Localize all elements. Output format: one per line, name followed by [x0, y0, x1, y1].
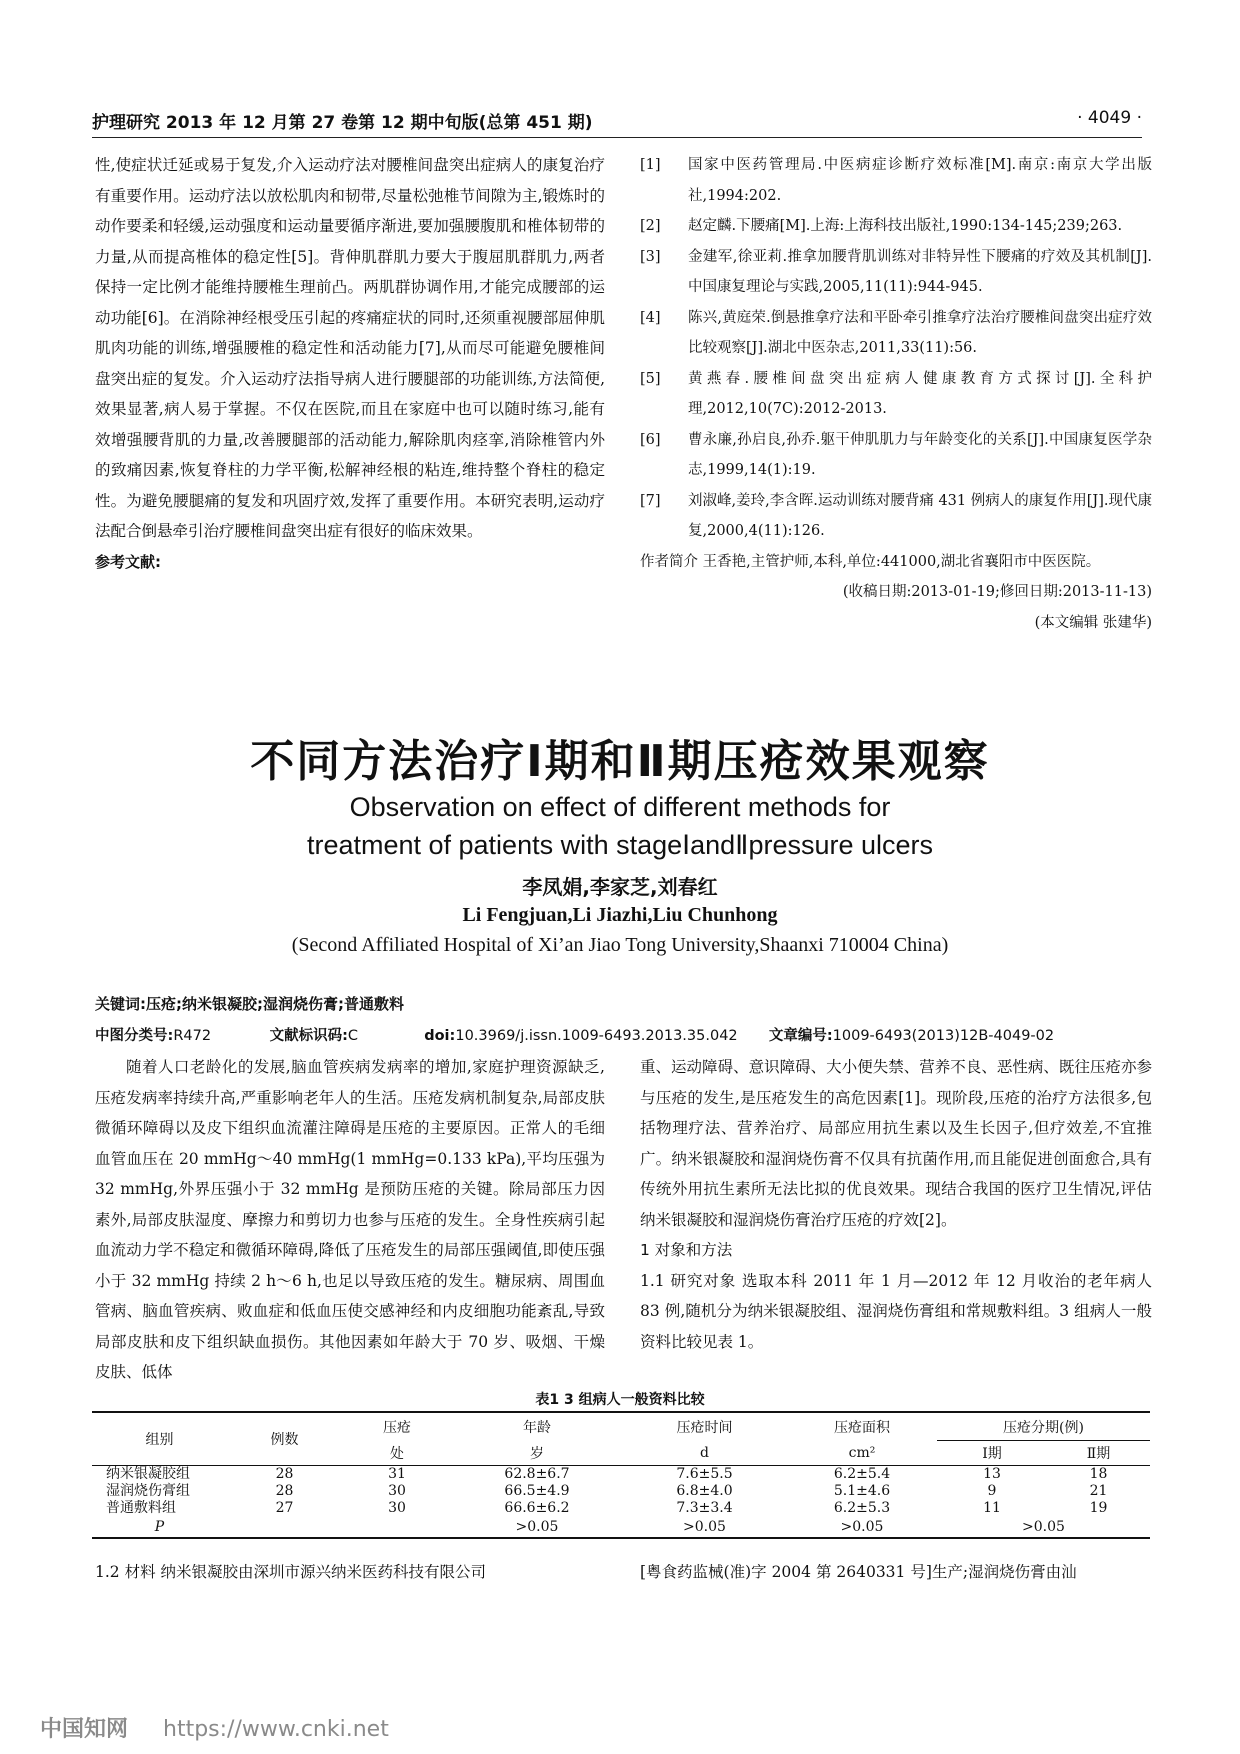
article-no-label: 文章编号:	[768, 1028, 833, 1044]
doc-code-value: C	[347, 1028, 359, 1044]
section-1-heading: 1 对象和方法	[640, 1241, 733, 1259]
section-1-2-continued: [粤食药监械(准)字 2004 第 2640331 号]生产;湿润烧伤膏由汕	[640, 1563, 1077, 1581]
article-title-en-line1: Observation on effect of different methods for	[349, 792, 891, 822]
clc-label: 中图分类号:	[95, 1028, 174, 1044]
col-header-age: 年龄	[452, 1412, 622, 1441]
article-left-column	[95, 1052, 605, 1388]
doi-label: doi:	[424, 1028, 456, 1044]
header-rule	[92, 137, 1142, 138]
table-row: 普通敷料组 27 30 66.6±6.2 7.3±3.4 6.2±5.3 11 19	[106, 1500, 1108, 1516]
section-1-1-text: 1.1 研究对象 选取本科 2011 年 1 月—2012 年 12 月收治的老年病人 83 例,随机分为纳米银凝胶组、湿润烧伤膏组和常规敷料组。3 组病人一般资料比较见表 1。	[640, 1271, 1152, 1351]
previous-article-left-column	[95, 150, 605, 577]
previous-article-body: 性,使症状迁延或易于复发,介入运动疗法对腰椎间盘突出症病人的康复治疗有重要作用。运动疗法以放松肌肉和韧带,尽量松弛椎节间隙为主,锻炼时的动作要柔和轻缓,运动强度和运动量要循序渐进,要加强腰腹肌和椎体韧带的力量,从而提高椎体的稳定性[5]。背伸肌群肌力要大于腹屈肌群肌力,两者保持一定比例才能维持腰椎生理前凸。两肌群协调作用,才能完成腰部的运动功能[6]。在消除神经根受压引起的疼痛症状的同时,还须重视腰部屈伸肌肌肉功能的训练,增强腰椎的稳定性和活动能力[7],从而尽可能避免腰椎间盘突出症的复发。介入运动疗法指导病人进行腰腿部的功能训练,方法简便,效果显著,病人易于掌握。不仅在医院,而且在家庭中也可以随时练习,能有效增强腰背肌的力量,改善腰腿部的活动能力,解除肌肉痉挛,消除椎管内外的致痛因素,恢复脊柱的力学平衡,松解神经根的粘连,维持整个脊柱的稳定性。为避免腰腿痛的复发和巩固疗效,发挥了重要作用。本研究表明,运动疗法配合倒悬牵引治疗腰椎间盘突出症有很好的临床效果。	[95, 156, 605, 540]
affiliation: (Second Affiliated Hospital of Xi’an Jiao Tong University,Shaanxi 710004 China)	[291, 934, 949, 956]
unit-ulcers: 处	[342, 1441, 452, 1466]
intro-continued: 重、运动障碍、意识障碍、大小便失禁、营养不良、恶性病、既往压疮亦参与压疮的发生,是压疮发生的高危因素[1]。现阶段,压疮的治疗方法很多,包括物理疗法、营养治疗、局部应用抗生素以及生长因子,但疗效差,不宜推广。纳米银凝胶和湿润烧伤膏不仅具有抗菌作用,而且能促进创面愈合,具有传统外用抗生素所无法比拟的优良效果。现结合我国的医疗卫生情况,评估纳米银凝胶和湿润烧伤膏治疗压疮的疗效[2]。	[640, 1058, 1152, 1229]
col-header-group: 组别	[92, 1412, 227, 1466]
table-caption: 表1 3 组病人一般资料比较	[535, 1392, 705, 1408]
editor-credit: (本文编辑 张建华)	[1034, 614, 1152, 631]
unit-area: cm²	[787, 1441, 937, 1466]
page-number: · 4049 ·	[1077, 108, 1142, 128]
unit-duration: d	[622, 1441, 787, 1466]
classification-line	[95, 1024, 1155, 1045]
reference-item: [1] 国家中医药管理局.中医病症诊断疗效标准[M].南京:南京大学出版社,1994:202.	[640, 157, 1152, 204]
references-heading: 参考文献:	[95, 552, 161, 571]
demographics-table	[92, 1411, 1150, 1539]
watermark-brand: 中国知网	[40, 1717, 129, 1742]
author-note: 作者简介 王香艳,主管护师,本科,单位:441000,湖北省襄阳市中医医院。	[640, 553, 1101, 570]
article-no-value: 1009-6493(2013)12B-4049-02	[832, 1028, 1055, 1044]
reference-item: [5] 黄燕春.腰椎间盘突出症病人健康教育方式探讨[J].全科护理,2012,10(7C):2012-2013.	[640, 370, 1152, 417]
article-right-column	[640, 1052, 1152, 1357]
reference-item: [6] 曹永廉,孙启良,孙乔.躯干伸肌肌力与年龄变化的关系[J].中国康复医学杂志,1999,14(1):19.	[640, 431, 1152, 478]
reference-item: [7] 刘淑峰,姜玲,李含晖.运动训练对腰背痛 431 例病人的康复作用[J].现代康复,2000,4(11):126.	[640, 492, 1152, 539]
reference-item: [4] 陈兴,黄庭荣.倒悬推拿疗法和平卧牵引推拿疗法治疗腰椎间盘突出症疗效比较观察[J].湖北中医杂志,2011,33(11):56.	[640, 309, 1152, 356]
reference-item: [3] 金建军,徐亚莉.推拿加腰背肌训练对非特异性下腰痛的疗效及其机制[J].中国康复理论与实践,2005,11(11):944-945.	[640, 248, 1152, 295]
col-header-area: 压疮面积	[787, 1412, 937, 1441]
clc-value: R472	[173, 1028, 212, 1044]
intro-paragraph: 随着人口老龄化的发展,脑血管疾病发病率的增加,家庭护理资源缺乏,压疮发病率持续升高,严重影响老年人的生活。压疮发病机制复杂,局部皮肤微循环障碍以及皮下组织血流灌注障碍是压疮的主要原因。正常人的毛细血管血压在 20 mmHg～40 mmHg(1 mmHg=0.133 kPa),平均压强为 32 mmHg,外界压强小于 32 mmHg 是预防压疮的关键。除局部压力因素外,局部皮肤湿度、摩擦力和剪切力也参与压疮的发生。全身性疾病引起血流动力学不稳定和微循环障碍,降低了压疮发生的局部压强阈值,即使压强小于 32 mmHg 持续 2 h～6 h,也足以导致压疮的发生。糖尿病、周围血管病、脑血管疾病、败血症和低血压使交感神经和内皮细胞功能紊乱,导致局部皮肤和皮下组织缺血损伤。其他因素如年龄大于 70 岁、吸烟、干燥皮肤、低体	[95, 1058, 605, 1381]
col-header-stage1: Ⅰ期	[937, 1441, 1047, 1466]
previous-article-right-column	[640, 150, 1152, 638]
reference-list	[640, 150, 1152, 547]
col-header-stage2: Ⅱ期	[1047, 1441, 1150, 1466]
table-row: 纳米银凝胶组 28 31 62.8±6.7 7.6±5.5 6.2±5.4 13 18	[106, 1466, 1108, 1482]
table-row: 湿润烧伤膏组 28 30 66.5±4.9 6.8±4.0 5.1±4.6 9 21	[106, 1483, 1108, 1499]
keywords: 关键词:压疮;纳米银凝胶;湿润烧伤膏;普通敷料	[95, 995, 404, 1013]
doc-code-label: 文献标识码:	[269, 1028, 348, 1044]
article-title-en-line2: treatment of patients with stageⅠandⅡpressure ulcers	[306, 830, 934, 860]
table-row-p-value: P >0.05 >0.05 >0.05 >0.05	[92, 1517, 1150, 1538]
authors-cn: 李凤娟,李家芝,刘春红	[522, 875, 718, 899]
reference-item: [2] 赵定麟.下腰痛[M].上海:上海科技出版社,1990:134-145;239;263.	[640, 218, 1123, 234]
col-header-stage: 压疮分期(例)	[937, 1412, 1150, 1441]
watermark-url: https://www.cnki.net	[163, 1717, 389, 1742]
authors-en: Li Fengjuan,Li Jiazhi,Liu Chunhong	[462, 904, 778, 926]
running-head	[92, 108, 1142, 133]
col-header-ulcers: 压疮	[342, 1412, 452, 1441]
journal-issue: 护理研究 2013 年 12 月第 27 卷第 12 期中旬版(总第 451 期)	[92, 113, 593, 133]
col-header-cases: 例数	[227, 1412, 342, 1466]
unit-age: 岁	[452, 1441, 622, 1466]
cnki-watermark	[40, 1712, 389, 1743]
doi-value: 10.3969/j.issn.1009-6493.2013.35.042	[455, 1028, 738, 1044]
col-header-duration: 压疮时间	[622, 1412, 787, 1441]
received-dates: (收稿日期:2013-01-19;修回日期:2013-11-13)	[842, 584, 1152, 600]
article-title-cn: 不同方法治疗Ⅰ期和Ⅱ期压疮效果观察	[250, 736, 990, 787]
section-1-2-text: 1.2 材料 纳米银凝胶由深圳市源兴纳米医药科技有限公司	[95, 1563, 487, 1581]
